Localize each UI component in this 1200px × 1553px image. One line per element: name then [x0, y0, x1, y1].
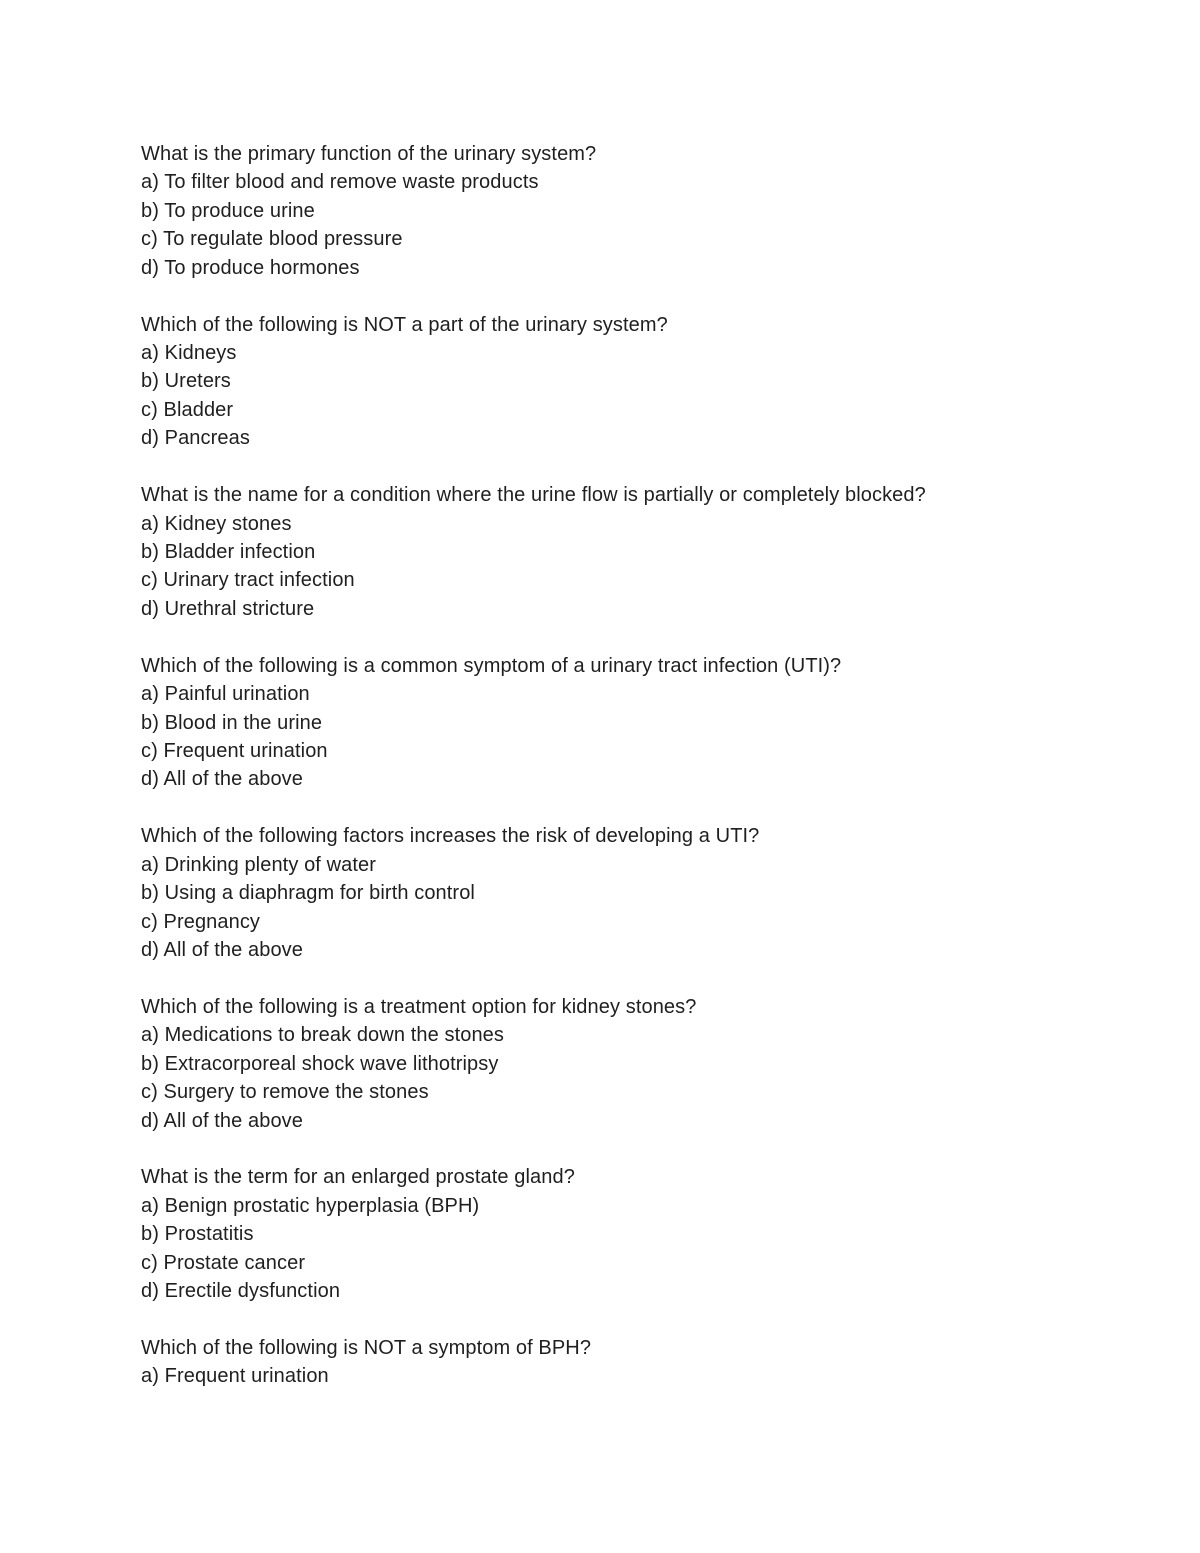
answer-option: a) Painful urination [141, 683, 310, 706]
answer-option: c) Pregnancy [141, 910, 261, 933]
question-prompt: Which of the following is a treatment option for kidney stones? [141, 995, 697, 1018]
answer-option: c) Frequent urination [141, 740, 328, 763]
answer-option: a) Drinking plenty of water [141, 853, 377, 876]
answer-option: b) Using a diaphragm for birth control [141, 882, 475, 905]
question-prompt: What is the primary function of the urinary system? [141, 143, 597, 165]
answer-option: a) To filter blood and remove waste products [141, 171, 539, 194]
answer-option: c) Surgery to remove the stones [141, 1081, 429, 1104]
question-2 [141, 311, 1101, 453]
answer-option: b) Prostatitis [141, 1223, 254, 1246]
question-8 [141, 1334, 1101, 1391]
answer-option: d) To produce hormones [141, 256, 360, 279]
question-4 [141, 652, 1101, 794]
document-page [141, 140, 1101, 1419]
question-1 [141, 140, 1101, 282]
answer-option: c) To regulate blood pressure [141, 228, 403, 251]
question-prompt: Which of the following factors increases the risk of developing a UTI? [141, 825, 760, 848]
question-5 [141, 822, 1101, 964]
question-prompt: What is the term for an enlarged prostate gland? [141, 1166, 575, 1189]
answer-option: d) Pancreas [141, 427, 250, 450]
answer-option: c) Bladder [141, 398, 234, 421]
answer-option: c) Urinary tract infection [141, 569, 355, 592]
question-prompt: Which of the following is NOT a symptom of BPH? [141, 1337, 592, 1360]
answer-option: a) Benign prostatic hyperplasia (BPH) [141, 1194, 480, 1217]
answer-option: c) Prostate cancer [141, 1251, 306, 1274]
question-prompt: Which of the following is NOT a part of the urinary system? [141, 313, 668, 336]
question-7 [141, 1163, 1101, 1305]
answer-option: d) Urethral stricture [141, 597, 315, 620]
answer-option: d) All of the above [141, 939, 304, 962]
question-3 [141, 481, 1101, 623]
answer-option: b) Blood in the urine [141, 711, 323, 734]
question-prompt: What is the name for a condition where the urine flow is partially or completely blocked? [141, 484, 926, 507]
answer-option: a) Medications to break down the stones [141, 1024, 504, 1047]
answer-option: a) Frequent urination [141, 1365, 329, 1388]
answer-option: b) To produce urine [141, 199, 315, 222]
answer-option: a) Kidneys [141, 342, 237, 365]
answer-option: b) Extracorporeal shock wave lithotripsy [141, 1052, 499, 1075]
question-prompt: Which of the following is a common symptom of a urinary tract infection (UTI)? [141, 654, 842, 677]
answer-option: d) All of the above [141, 768, 304, 791]
answer-option: d) All of the above [141, 1109, 304, 1132]
question-6 [141, 993, 1101, 1135]
answer-option: b) Bladder infection [141, 541, 316, 564]
answer-option: a) Kidney stones [141, 512, 292, 535]
answer-option: d) Erectile dysfunction [141, 1280, 341, 1303]
answer-option: b) Ureters [141, 370, 231, 393]
